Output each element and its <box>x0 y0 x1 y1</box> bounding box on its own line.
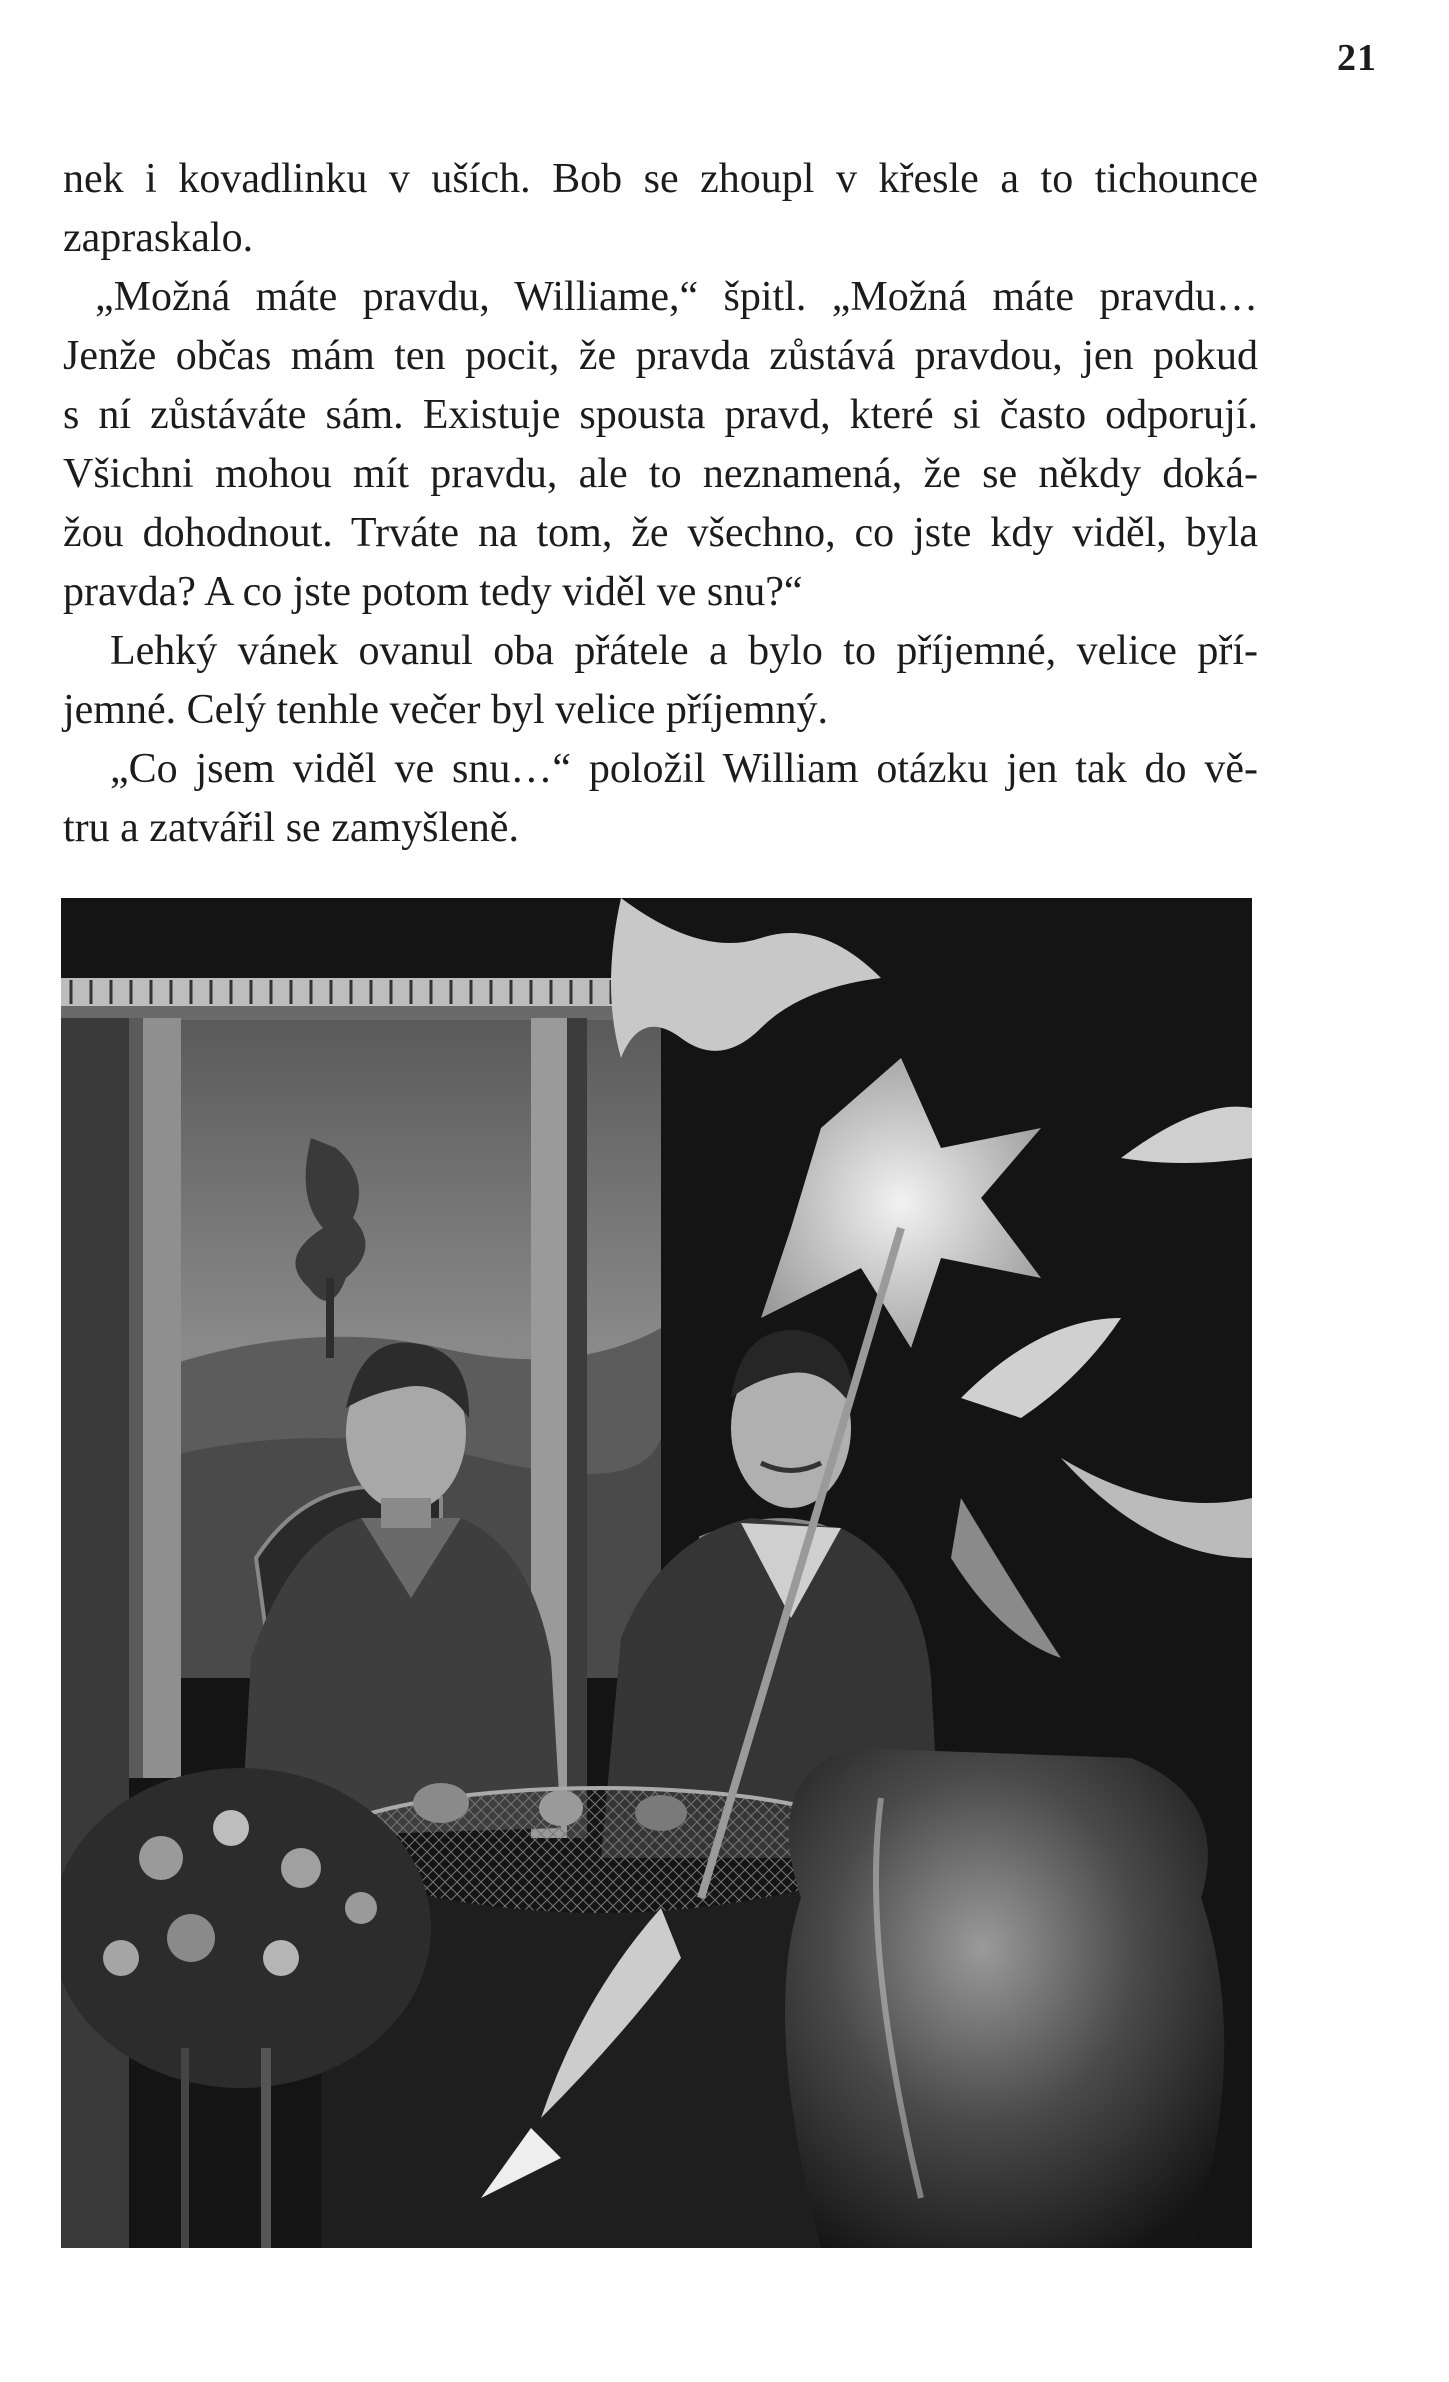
cup-icon <box>413 1783 469 1823</box>
text-line: s ní zůstáváte sám. Existuje spousta pravd, které si často odporují. <box>63 392 1258 438</box>
text-line: Lehký vánek ovanul oba přátele a bylo to příjemné, velice pří- <box>110 628 1258 674</box>
text-line: pravda? A co jste potom tedy viděl ve snu?“ <box>63 569 803 615</box>
text-line: Jenže občas mám ten pocit, že pravda zůstává pravdou, jen pokud <box>63 333 1258 379</box>
page-number: 21 <box>1337 37 1377 79</box>
text-line: „Možná máte pravdu, Williame,“ špitl. „Možná máte pravdu… <box>95 274 1258 320</box>
text-line: nek i kovadlinku v uších. Bob se zhoupl v křesle a to tichounce <box>63 156 1258 202</box>
text-line: Všichni mohou mít pravdu, ale to neznamená, že se někdy doká- <box>63 451 1258 497</box>
body-text <box>63 150 1258 858</box>
vase <box>785 1748 1224 2248</box>
illustration-art <box>61 898 1252 2248</box>
text-line: „Co jsem viděl ve snu…“ položil William otázku jen tak do vě- <box>110 746 1258 792</box>
text-line: jemné. Celý tenhle večer byl velice příjemný. <box>63 687 829 733</box>
text-line: tru a zatvářil se zamyšleně. <box>63 805 519 851</box>
illustration <box>61 898 1252 2248</box>
text-line: žou dohodnout. Trváte na tom, že všechno, co jste kdy viděl, byla <box>63 510 1258 556</box>
cup-icon <box>539 1790 583 1826</box>
cup-icon <box>635 1795 687 1831</box>
text-line: zapraskalo. <box>63 215 254 261</box>
